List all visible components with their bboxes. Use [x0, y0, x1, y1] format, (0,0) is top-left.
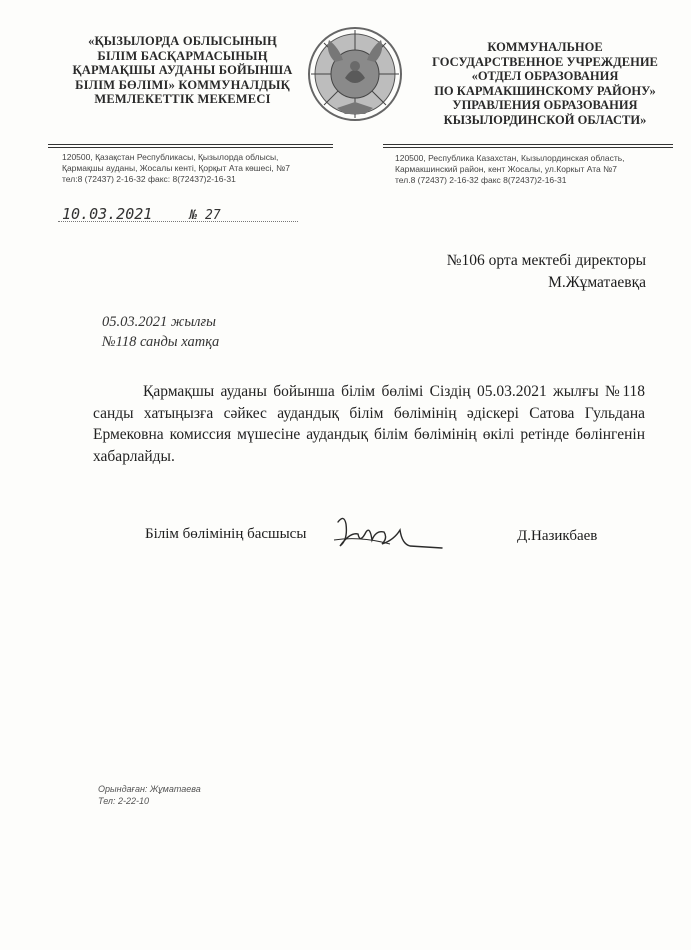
outgoing-registration [62, 205, 221, 223]
recipient-name: М.Жұматаевқа [548, 274, 646, 291]
reference-block [102, 312, 219, 352]
ru-address-block [395, 153, 625, 186]
header-divider-right [383, 144, 673, 145]
executor-block [98, 783, 201, 807]
signatory-title: Білім бөлімінің басшысы [145, 526, 307, 542]
outgoing-date: 10.03.2021 [62, 205, 153, 223]
header-divider-left-thin [48, 147, 333, 148]
kz-address-line: Қармақшы ауданы, Жосалы кенті, Қорқыт Ата көшесі, №7 [62, 163, 290, 173]
kz-address-line: 120500, Қазақстан Республикасы, Қызылорда облысы, [62, 152, 279, 162]
ru-org-line: ГОСУДАРСТВЕННОЕ УЧРЕЖДЕНИЕ [432, 54, 658, 69]
ru-org-header [415, 40, 675, 127]
kz-org-line: БІЛІМ БӨЛІМІ» КОММУНАЛДЫҚ [75, 77, 290, 92]
executor-name: Орындаған: Жұматаева [98, 784, 201, 794]
recipient-block [447, 250, 646, 294]
letter-body [93, 381, 645, 467]
kz-org-line: «ҚЫЗЫЛОРДА ОБЛЫСЫНЫҢ [88, 34, 277, 48]
kz-org-line: БІЛІМ БАСҚАРМАСЫНЫҢ [97, 48, 268, 63]
state-emblem-icon [305, 22, 405, 128]
reference-number: №118 санды хатқа [102, 334, 220, 350]
header-divider-left [48, 144, 333, 145]
body-paragraph: Қармақшы ауданы бойынша білім бөлімі Сіздің 05.03.2021 жылғы №118 санды хатыңызға сәйкес аудандық білім бөлімінің әдіскері Сатова Гульдана Ермековна комиссия мүшесіне аудандық білім бөлімінің өкілі ретінде бөлінгенін хабарлайды. [93, 383, 645, 465]
ru-address-line: тел.8 (72437) 2-16-32 факс 8(72437)2-16-31 [395, 175, 567, 185]
handwritten-signature [330, 510, 445, 558]
reference-date: 05.03.2021 жылғы [102, 314, 216, 330]
ru-address-line: Кармакшинский район, кент Жосалы, ул.Коркыт Ата №7 [395, 164, 617, 174]
recipient-position: №106 орта мектебі директоры [446, 252, 646, 269]
ru-org-line: ПО КАРМАКШИНСКОМУ РАЙОНУ» [434, 83, 656, 98]
kz-address-block [62, 152, 290, 185]
executor-phone: Тел: 2-22-10 [98, 796, 150, 806]
kz-org-line: МЕМЛЕКЕТТІК МЕКЕМЕСІ [94, 92, 271, 106]
signatory-name: Д.Назикбаев [517, 528, 598, 544]
ru-org-line: КОММУНАЛЬНОЕ [487, 40, 603, 54]
header-divider-right-thin [383, 147, 673, 148]
ru-org-line: «ОТДЕЛ ОБРАЗОВАНИЯ [471, 69, 619, 83]
kz-org-header [55, 34, 310, 107]
ru-org-line: КЫЗЫЛОРДИНСКОЙ ОБЛАСТИ» [443, 112, 647, 127]
outgoing-number: № 27 [189, 208, 221, 223]
ru-address-line: 120500, Республика Казахстан, Кызылординская область, [395, 153, 625, 163]
kz-address-line: тел:8 (72437) 2-16-32 факс: 8(72437)2-16-31 [62, 174, 236, 184]
ru-org-line: УПРАВЛЕНИЯ ОБРАЗОВАНИЯ [452, 98, 638, 112]
kz-org-line: ҚАРМАҚШЫ АУДАНЫ БОЙЫНША [72, 63, 293, 77]
outgoing-underline [58, 221, 298, 222]
